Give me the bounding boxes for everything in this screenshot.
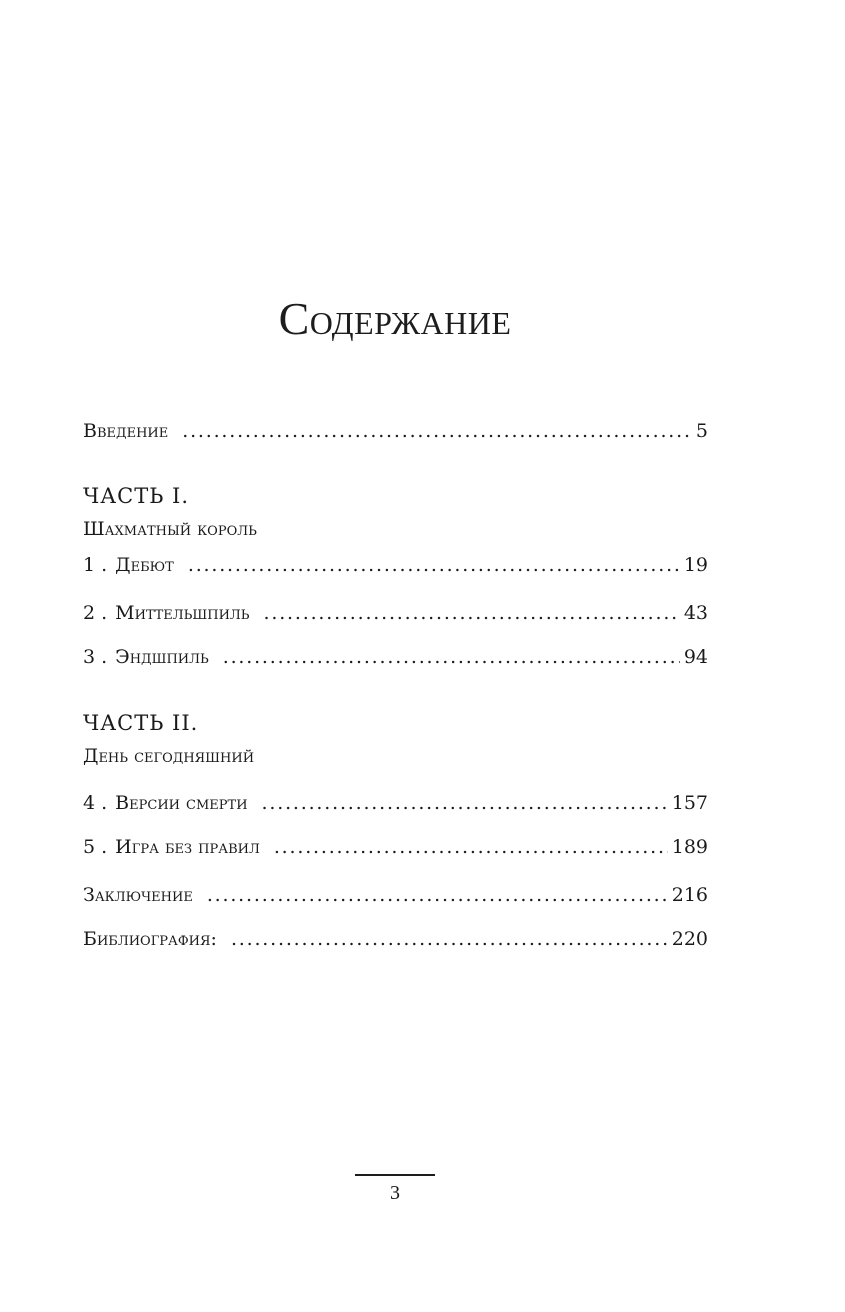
toc-page-number: 220 xyxy=(671,928,708,950)
leader-dots xyxy=(264,602,680,624)
toc-entry-5 xyxy=(83,836,708,860)
chapter-number: 1 . xyxy=(83,554,108,576)
part-subtitle-1: Шахматный король xyxy=(83,518,257,540)
leader-dots xyxy=(262,792,668,814)
toc-entry-label: Миттельшпиль xyxy=(115,602,250,624)
toc-entry-3 xyxy=(83,646,708,670)
chapter-number: 5 . xyxy=(83,836,108,858)
toc-page-number: 5 xyxy=(695,420,708,442)
leader-dots xyxy=(188,554,680,576)
toc-page-number: 189 xyxy=(671,836,708,858)
toc-entry-label: Версии смерти xyxy=(115,792,248,814)
toc-entry-label: Эндшпиль xyxy=(115,646,209,668)
part-heading-2: ЧАСТЬ II. xyxy=(83,711,199,735)
toc-entry-1 xyxy=(83,554,708,578)
toc-entry-label: Игра без правил xyxy=(115,836,260,858)
chapter-number: 4 . xyxy=(83,792,108,814)
toc-page-number: 157 xyxy=(671,792,708,814)
toc-entry-label: Введение xyxy=(83,420,169,442)
leader-dots xyxy=(182,420,692,442)
page-number: 3 xyxy=(390,1182,400,1204)
toc-entry-label: Заключение xyxy=(83,884,193,906)
chapter-number: 2 . xyxy=(83,602,108,624)
part-heading-1: ЧАСТЬ I. xyxy=(83,484,190,508)
toc-entry-2 xyxy=(83,602,708,626)
toc-entry-conclusion xyxy=(83,884,708,908)
leader-dots xyxy=(207,884,668,906)
chapter-number: 3 . xyxy=(83,646,108,668)
footer-rule xyxy=(355,1174,435,1176)
toc-page-number: 94 xyxy=(683,646,708,668)
page-title: Содержание xyxy=(278,293,512,344)
part-subtitle-2: День сегодняшний xyxy=(83,745,255,767)
toc-entry-bibliography xyxy=(83,928,708,952)
leader-dots xyxy=(274,836,668,858)
toc-page-number: 43 xyxy=(683,602,708,624)
leader-dots xyxy=(223,646,680,668)
toc-entry-intro xyxy=(83,420,708,444)
toc-entry-4 xyxy=(83,792,708,816)
toc-page-number: 216 xyxy=(671,884,708,906)
leader-dots xyxy=(231,928,668,950)
toc-entry-label: Библиография: xyxy=(83,928,217,950)
toc-entry-label: Дебют xyxy=(115,554,174,576)
toc-page-number: 19 xyxy=(683,554,708,576)
